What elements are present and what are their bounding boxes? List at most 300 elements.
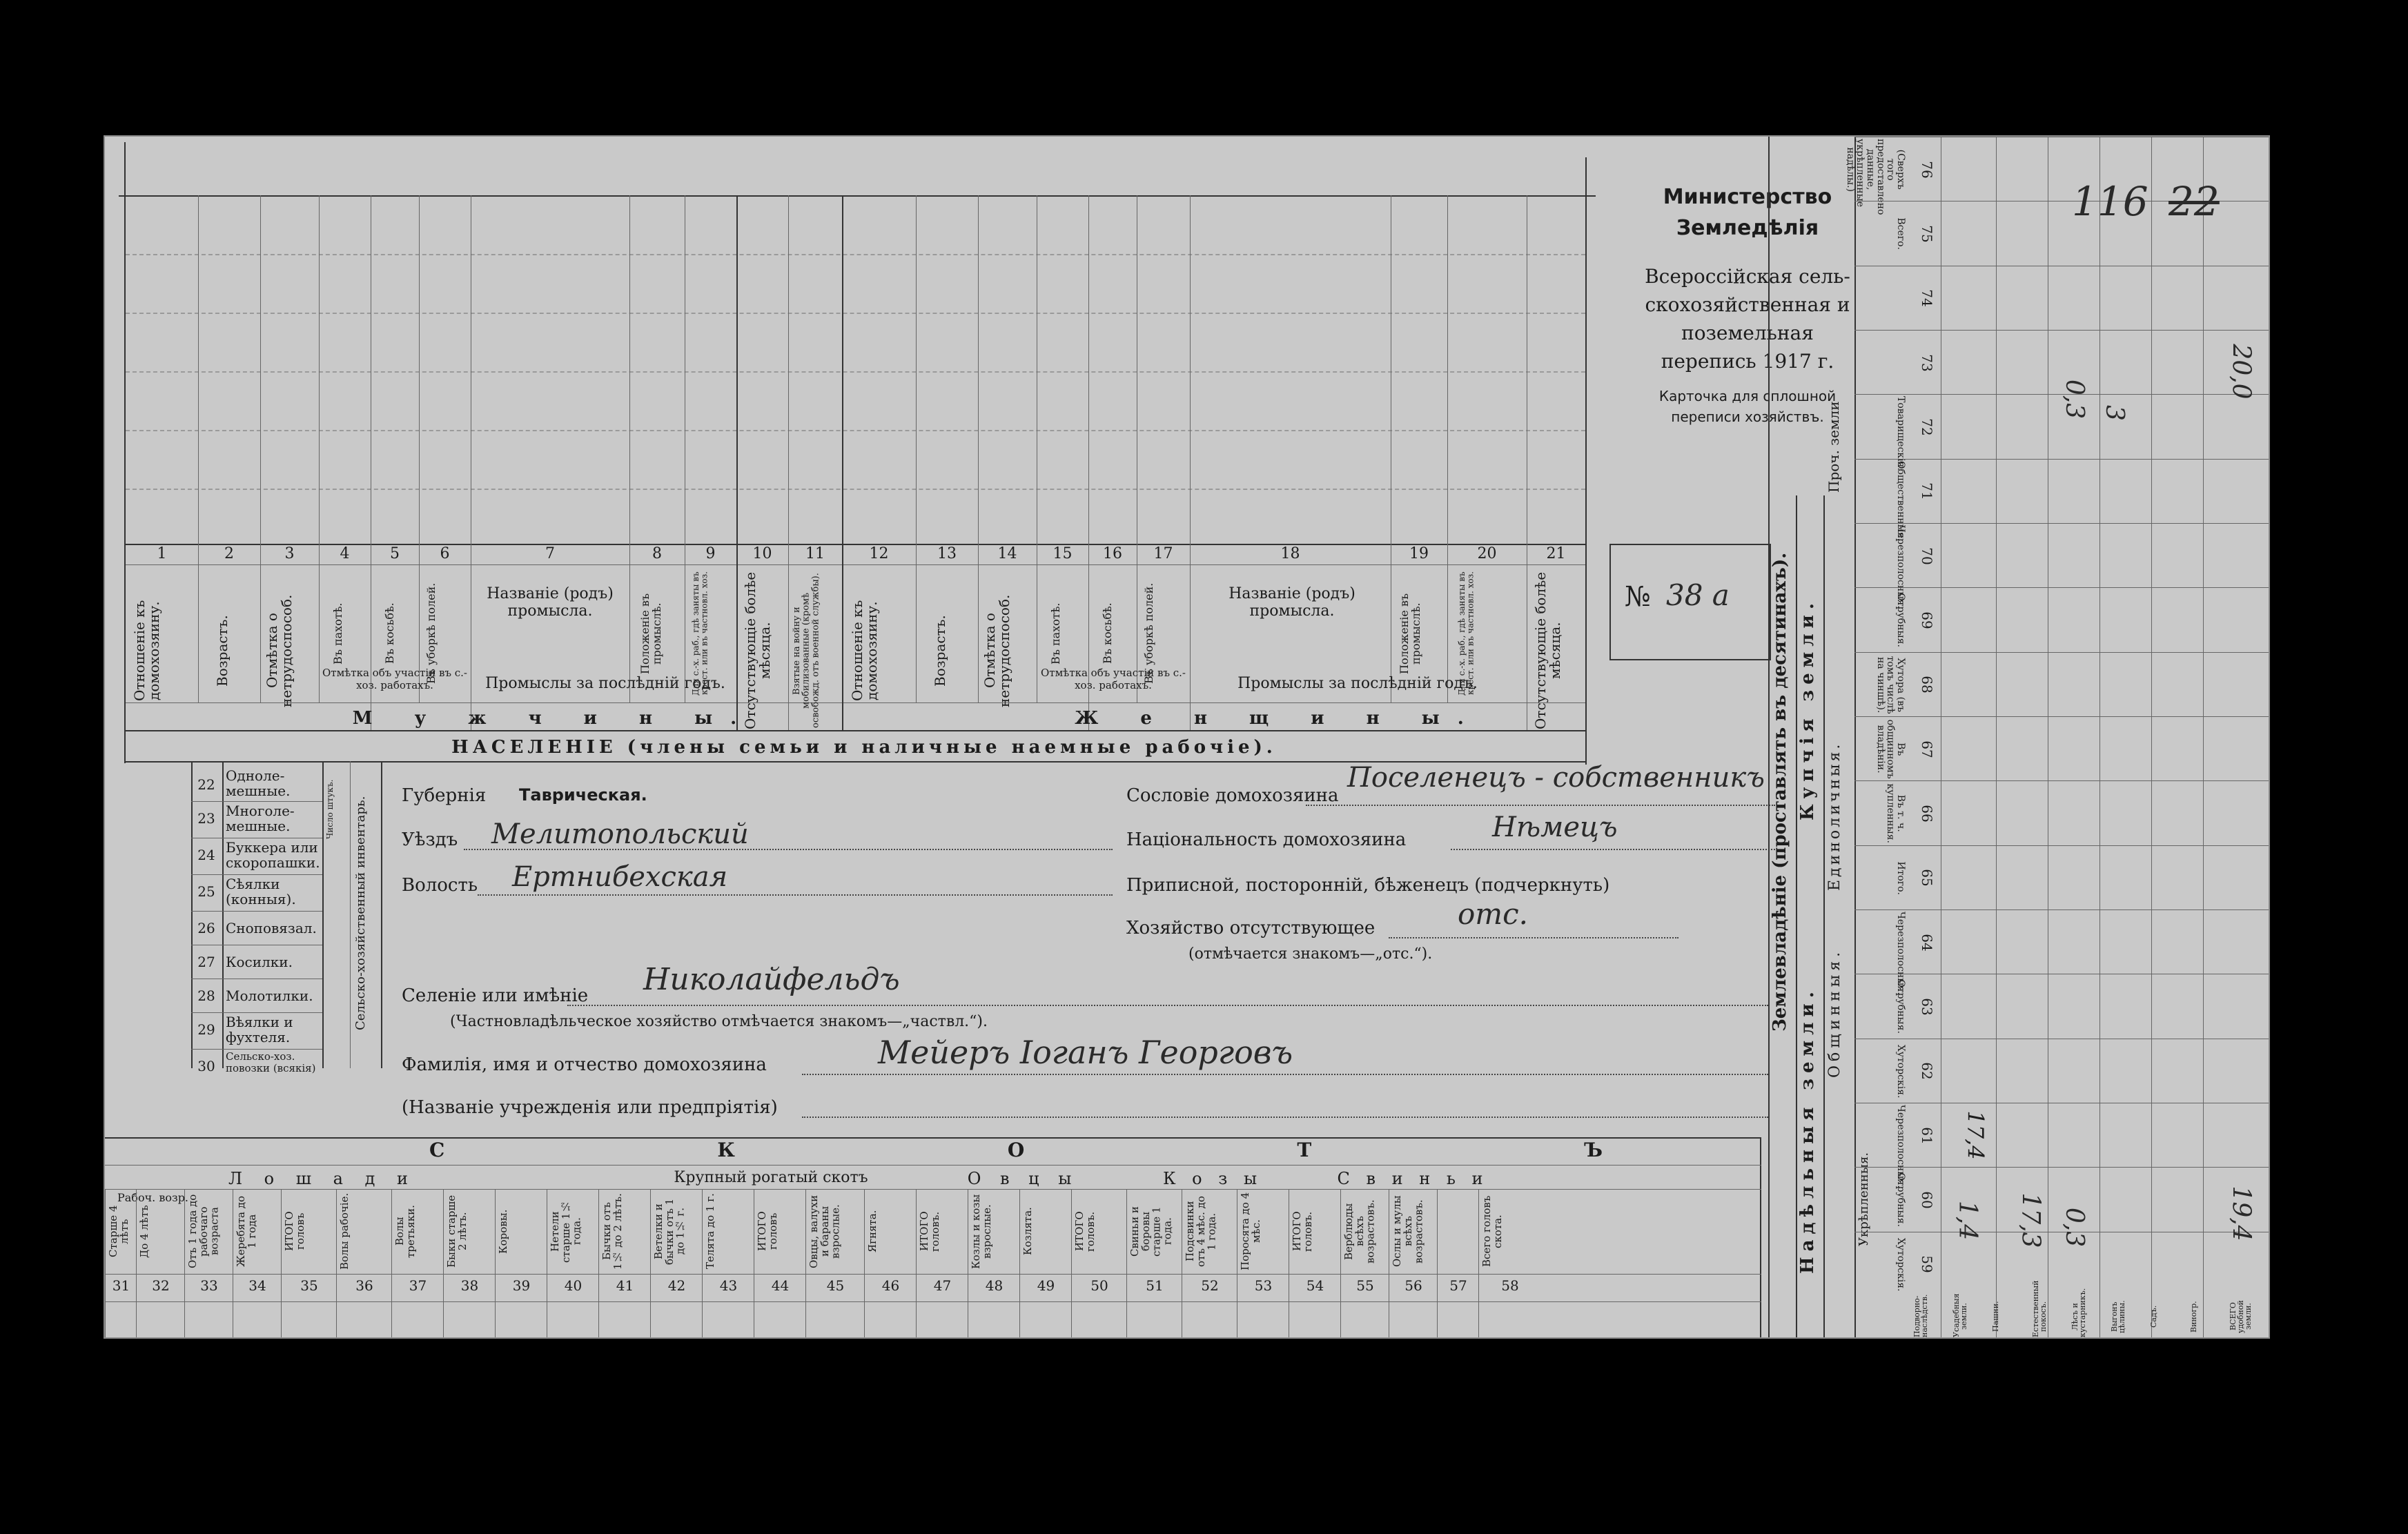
land-row-67 <box>1854 716 2269 781</box>
census-line1: Всероссійская сель- <box>1645 265 1850 288</box>
livestock-col-55 <box>1340 1189 1389 1337</box>
livestock-col-46 <box>864 1189 917 1337</box>
grid-row <box>126 371 1585 373</box>
livestock-col-33 <box>184 1189 233 1337</box>
livestock-col-57 <box>1437 1189 1479 1337</box>
inventory-row-label: Молотилки. <box>226 987 313 1004</box>
page-number: 116 <box>2072 178 2148 225</box>
livestock-col-52 <box>1182 1189 1237 1337</box>
land-bottom-label: Выгонъ цѣлины. <box>2110 1300 2127 1333</box>
land-row-label: Въ общинномъ владѣніи. <box>1874 719 1906 779</box>
land-row-label: (Сверхъ того предоставлено данные, укрѣпленные надѣлы.) <box>1844 139 1906 215</box>
absent-value: отс. <box>1458 897 1528 931</box>
col-rule <box>916 195 917 702</box>
livestock-col-label: Быки старше 2 лѣтъ. <box>445 1194 469 1268</box>
land-row-64 <box>1854 909 2269 995</box>
inventory-row <box>191 802 322 838</box>
land-row-number: 63 <box>1919 998 1935 1016</box>
grid-row <box>126 430 1585 431</box>
participation-caption-w: Отмѣтка объ участіи въ с.-хоз. работахъ. <box>1040 667 1186 691</box>
land-row-label: Въ т. ч. купленныя. <box>1885 783 1906 844</box>
col-number: 20 <box>1477 545 1497 562</box>
col-number: 6 <box>440 545 450 562</box>
land-rule <box>1823 495 1825 1337</box>
land-row-74 <box>1854 266 2269 331</box>
col-title-plowing: Въ пахотѣ. <box>331 602 344 665</box>
land-individual: Единоличныя. <box>1826 741 1843 892</box>
livestock-col-label: Телята до 1 г. <box>704 1193 716 1270</box>
livestock-col-34 <box>233 1189 282 1337</box>
livestock-col-number: 45 <box>826 1277 845 1294</box>
land-row-label: Итого. <box>1895 861 1906 895</box>
col-rule <box>1447 195 1448 702</box>
land-handwritten-row-pashnia: 17,3 <box>2016 1192 2045 1248</box>
col-title-trade-name-w: Названіе (родъ) промысла. <box>1229 585 1355 620</box>
livestock-col-number: 41 <box>616 1277 634 1294</box>
village-note: (Частновладѣльческое хозяйство отмѣчается знакомъ—„частвл.“). <box>450 1013 988 1030</box>
col-title-plowing-w: Въ пахотѣ. <box>1049 602 1062 665</box>
dotted-line <box>1306 805 1775 806</box>
col-number: 18 <box>1280 545 1300 562</box>
livestock-col-number: 35 <box>300 1277 318 1294</box>
col-title-harvest-w: Въ уборкѣ полей. <box>1142 582 1155 685</box>
land-row-number: 74 <box>1919 289 1935 308</box>
crossed-number: 22 <box>2169 178 2220 225</box>
livestock-col-40 <box>547 1189 599 1337</box>
census-line4: перепись 1917 г. <box>1661 350 1834 373</box>
livestock-col-label: ИТОГО головъ <box>283 1211 306 1252</box>
inventory-row-num: 23 <box>197 810 215 827</box>
trades-caption: Промыслы за послѣдній годъ. <box>485 675 725 692</box>
village-value: Николайфельдъ <box>643 962 900 997</box>
land-row-label: Черезполосныя. <box>1895 912 1906 995</box>
col-rule <box>319 195 320 702</box>
livestock-col-number: 53 <box>1254 1277 1273 1294</box>
livestock-col-label: Волы третьяки. <box>393 1205 417 1258</box>
livestock-col-44 <box>754 1189 806 1337</box>
land-bottom-label: ВСЕГО удобной земли. <box>2228 1300 2253 1333</box>
land-row-label: Всего. <box>1895 217 1906 250</box>
livestock-col-label: Нетели старше 1½ года. <box>549 1200 583 1263</box>
livestock-col-label: Козлята. <box>1021 1207 1034 1256</box>
col-number: 12 <box>869 545 889 562</box>
land-other: Проч. земли <box>1825 401 1842 493</box>
livestock-col-label: Козлы и козы взрослые. <box>970 1194 993 1269</box>
group-sheep: О в ц ы <box>967 1169 1079 1188</box>
land-row-69 <box>1854 587 2269 652</box>
land-row-number: 64 <box>1919 933 1935 952</box>
gubernia-value: Таврическая. <box>519 785 647 805</box>
dotted-line <box>478 894 1113 896</box>
livestock-col-label: Ягнята. <box>866 1210 879 1253</box>
population-top-rule <box>119 195 1596 197</box>
col-number: 21 <box>1546 545 1566 562</box>
estate-value: Поселенецъ - собственникъ <box>1347 762 1765 794</box>
col-title-absent: Отсутствующіе болѣе мѣсяца. <box>742 571 773 730</box>
land-rows <box>1844 137 2269 1337</box>
inventory-row <box>191 945 322 979</box>
col-title-trade-note: Для с.-х. раб., гдѣ заняты въ крест. или въ частновл. хоз. <box>691 571 709 696</box>
ministry-line1: Министерство <box>1663 185 1832 209</box>
land-row-number: 73 <box>1919 353 1935 372</box>
livestock-col-label: ИТОГО головъ. <box>918 1211 941 1252</box>
land-row-label: Отрубныя. <box>1895 979 1906 1034</box>
col-rule <box>198 195 199 702</box>
land-row-63 <box>1854 974 2269 1039</box>
inventory-row-label: Сѣялки (конныя). <box>226 876 296 907</box>
livestock-col-39 <box>495 1189 547 1337</box>
land-row-number: 61 <box>1919 1126 1935 1145</box>
livestock-col-label: Коровы. <box>497 1209 509 1254</box>
land-row-number: 62 <box>1919 1062 1935 1081</box>
absent-note: (отмѣчается знакомъ—„отс.“). <box>1188 945 1433 963</box>
gender-row-rule <box>126 730 1585 731</box>
dotted-line <box>802 1117 1768 1118</box>
land-title: Землевладѣніе (проставлять въ десятинахъ). <box>1770 552 1790 1032</box>
col-number: 16 <box>1103 545 1122 562</box>
livestock-col-number: 44 <box>771 1277 790 1294</box>
livestock-col-label: Поросята до 4 мѣс. <box>1239 1192 1262 1271</box>
livestock-col-label: Бычки отъ 1½ до 2 лѣтъ. <box>600 1193 624 1270</box>
livestock-col-number: 38 <box>460 1277 479 1294</box>
uezd-label: Уѣздъ <box>402 829 458 850</box>
land-row-number: 60 <box>1919 1191 1935 1209</box>
livestock-col-48 <box>968 1189 1020 1337</box>
land-bottom-label: Естественный покосъ. <box>2030 1280 2048 1337</box>
livestock-columns <box>105 1165 1761 1337</box>
volost-label: Волость <box>402 875 478 896</box>
land-row-label <box>1875 268 1906 329</box>
land-col-rule <box>1996 137 1997 1337</box>
livestock-col-54 <box>1289 1189 1341 1337</box>
land-row-number: 66 <box>1919 805 1935 823</box>
inventory-row-label: Сельско-хоз. повозки (всякія) <box>226 1050 316 1074</box>
land-row-label: Хутора (въ томъ числѣ на чиншѣ). <box>1874 656 1906 714</box>
dotted-line <box>1389 937 1678 938</box>
land-handwritten-row-total: 20,0 <box>2226 344 2255 400</box>
numbers-row-rule <box>126 564 1585 565</box>
livestock-col-label: Овцы, валухи и бараны взрослые. <box>807 1194 842 1268</box>
inventory-row-label: Косилки. <box>226 954 293 970</box>
group-goats: К о з ы <box>1162 1169 1263 1188</box>
col-title-mowing: Въ косьбѣ. <box>383 602 396 665</box>
land-row-label <box>1875 332 1906 393</box>
livestock-col-number: 54 <box>1306 1277 1324 1294</box>
land-row-68 <box>1854 652 2269 717</box>
inventory-row <box>191 1013 322 1050</box>
land-row-61 <box>1854 1103 2269 1188</box>
livestock-col-number: 51 <box>1146 1277 1164 1294</box>
land-row-number: 75 <box>1919 225 1935 243</box>
col-rule <box>788 195 789 730</box>
census-line3: поземельная <box>1681 322 1814 344</box>
inventory-row-num: 25 <box>197 883 215 900</box>
land-row-number: 71 <box>1919 482 1935 501</box>
livestock-col-35 <box>281 1189 337 1337</box>
col-title-trade-position-w: Положеніе въ промыслѣ. <box>1398 593 1422 674</box>
livestock-col-number: 58 <box>1501 1277 1519 1294</box>
col-number: 8 <box>652 545 662 562</box>
livestock-col-number: 57 <box>1449 1277 1467 1294</box>
livestock-col-50 <box>1071 1189 1127 1337</box>
livestock-title-letter: К <box>717 1139 735 1161</box>
livestock-col-58 <box>1478 1189 1541 1337</box>
dotted-line <box>567 1005 1768 1006</box>
inventory-row <box>191 912 322 945</box>
col-title-harvest: Въ уборкѣ полей. <box>424 582 438 685</box>
inventory-list <box>191 768 322 1083</box>
livestock-title-letter: Ъ <box>1584 1139 1603 1161</box>
land-bottom-label: Подворно-наслѣдств. <box>1912 1294 1929 1337</box>
land-row-label: Черезполосныя. <box>1895 525 1906 609</box>
land-handwritten-row-vygon: 3 <box>2099 405 2128 421</box>
land-row-label: Отрубныя. <box>1895 593 1906 648</box>
land-row-number: 76 <box>1919 160 1935 179</box>
livestock-col-label: Подсвинки отъ 4 мѣс. до 1 года. <box>1184 1196 1218 1267</box>
livestock-col-37 <box>391 1189 444 1337</box>
livestock-col-43 <box>702 1189 754 1337</box>
inventory-row <box>191 838 322 875</box>
livestock-title-letter: С <box>429 1139 445 1161</box>
col-number: 9 <box>705 545 716 562</box>
inventory-row-num: 22 <box>197 776 215 793</box>
census-card <box>104 135 2270 1339</box>
land-purchased: Купчія земли. <box>1797 598 1818 821</box>
card-number-box <box>1609 544 1771 660</box>
livestock-title-letter: О <box>1007 1139 1025 1161</box>
women-label: Ж е н щ и н ы. <box>1075 708 1482 729</box>
livestock-col-32 <box>136 1189 185 1337</box>
gubernia-label: Губернія <box>402 785 487 806</box>
land-bottom-label: Пашни. <box>1991 1301 2001 1333</box>
livestock-title <box>429 1139 1603 1161</box>
livestock-col-number: 43 <box>719 1277 738 1294</box>
livestock-col-label: ИТОГО головъ. <box>1073 1211 1097 1252</box>
livestock-col-label: Всего головъ скота. <box>1480 1195 1504 1268</box>
land-row-value: 17,4 <box>1962 1110 1989 1160</box>
livestock-col-56 <box>1389 1189 1438 1337</box>
col-number: 14 <box>997 545 1017 562</box>
grid-row <box>126 254 1585 255</box>
livestock-col-label: Жеребята до 1 года <box>235 1196 258 1267</box>
land-col-rule <box>2151 137 2152 1337</box>
livestock-col-number: 40 <box>564 1277 583 1294</box>
population-section-title: НАСЕЛЕНІЕ (члены семьи и наличные наемные рабочіе). <box>451 737 1277 758</box>
land-row-number: 67 <box>1919 740 1935 758</box>
livestock-col-42 <box>650 1189 703 1337</box>
col-rule <box>978 195 979 702</box>
col-title-age-w: Возрастъ. <box>932 615 948 687</box>
col-title-trade-name: Названіе (родъ) промысла. <box>487 585 614 620</box>
land-communal: Общинныя. <box>1826 947 1843 1079</box>
col-rule <box>1190 195 1191 730</box>
institution-label: (Названіе учрежденія или предпріятія) <box>402 1097 778 1118</box>
owner-value: Мейеръ Іоганъ Георговъ <box>878 1034 1293 1071</box>
land-row-70 <box>1854 523 2269 609</box>
inventory-title: Сельско-хозяйственный инвентарь. <box>353 796 368 1030</box>
dotted-line <box>802 1074 1768 1075</box>
col-rule <box>260 195 261 702</box>
col-title-trade-position: Положеніе въ промыслѣ. <box>638 593 663 674</box>
col-rule <box>736 195 738 730</box>
owner-label: Фамилія, имя и отчество домохозяина <box>402 1054 767 1075</box>
livestock-col-label: Волы рабочіе. <box>338 1192 351 1270</box>
livestock-col-label: Ветелки и бычки отъ 1 до 1½ г. <box>652 1198 687 1265</box>
card-number-value: 38 а <box>1666 578 1730 612</box>
livestock-col-45 <box>805 1189 865 1337</box>
land-row-number: 59 <box>1919 1255 1935 1274</box>
inventory-row-label: Сноповязал. <box>226 920 317 936</box>
col-title-disability-w: Отмѣтка о нетрудоспособ. <box>981 594 1012 707</box>
livestock-col-number: 37 <box>409 1277 427 1294</box>
inventory-row-num: 26 <box>197 920 215 936</box>
ministry-line2: Земледѣлія <box>1676 216 1819 240</box>
livestock-col-label: Свиньи и боровы старше 1 года. <box>1128 1206 1174 1257</box>
census-line2: скохозяйственная и <box>1645 293 1850 316</box>
inventory-row-label: Одноле-мешные. <box>226 767 291 799</box>
estate-label: Сословіе домохозяина <box>1126 785 1339 806</box>
livestock-col-number: 31 <box>112 1277 130 1294</box>
col-number: 10 <box>752 545 772 562</box>
col-number: 1 <box>157 545 167 562</box>
livestock-col-number: 33 <box>200 1277 218 1294</box>
col-title-trade-note-w: Для с.-х. раб., гдѣ заняты въ крест. или въ частновл. хоз. <box>1457 571 1476 696</box>
livestock-col-label: Старше 4 лѣтъ <box>107 1205 130 1258</box>
land-row-number: 65 <box>1919 869 1935 887</box>
inventory-rule <box>350 761 351 1068</box>
livestock-title-letter: Т <box>1297 1139 1312 1161</box>
inventory-row <box>191 1050 322 1083</box>
livestock-col-51 <box>1126 1189 1182 1337</box>
col-number: 7 <box>545 545 555 562</box>
inventory-row-num: 29 <box>197 1021 215 1038</box>
livestock-col-number: 52 <box>1201 1277 1219 1294</box>
livestock-col-label: Отъ 1 года до рабочаго возраста <box>186 1194 221 1269</box>
inventory-row-num: 27 <box>197 954 215 970</box>
grid-row <box>126 313 1585 314</box>
col-number: 11 <box>805 545 825 562</box>
livestock-col-number: 48 <box>985 1277 1004 1294</box>
absent-label: Хозяйство отсутствующее <box>1126 918 1376 938</box>
land-bottom-label: Садъ. <box>2149 1305 2159 1328</box>
land-col-rule <box>2203 137 2204 1337</box>
col-number: 17 <box>1153 545 1173 562</box>
land-row-66 <box>1854 780 2269 845</box>
land-row-label: Хуторскія. <box>1895 1237 1906 1292</box>
land-handwritten-total-bottom: 19,4 <box>2226 1186 2255 1241</box>
land-row-label: Общественныя. <box>1895 460 1906 541</box>
inventory-row-label: Вѣялки и фухтеля. <box>226 1014 293 1045</box>
col-title-disability: Отмѣтка о нетрудоспособ. <box>264 594 295 707</box>
land-row-65 <box>1854 845 2269 910</box>
men-label: М у ж ч и н ы. <box>352 708 755 729</box>
col-title-relation-w: Отношеніе къ домохозяину. <box>849 600 880 702</box>
volost-value: Ертнибехская <box>512 861 728 893</box>
inventory-row <box>191 979 322 1013</box>
land-strengthened: Укрѣпленныя. <box>1857 1152 1871 1247</box>
inventory-row-num: 24 <box>197 847 215 863</box>
livestock-col-number: 42 <box>667 1277 686 1294</box>
col-rule <box>419 195 420 702</box>
col-rule <box>1088 195 1089 730</box>
livestock-col-label: Ослы и мулы всѣхъ возрастовъ. <box>1391 1195 1425 1268</box>
livestock-col-31 <box>105 1189 137 1337</box>
land-allotment: Надѣльныя земли. <box>1797 986 1818 1275</box>
livestock-col-53 <box>1237 1189 1289 1337</box>
livestock-col-number: 49 <box>1037 1277 1055 1294</box>
horses-work-age: Рабоч. возр. <box>117 1191 189 1204</box>
card-line2: переписи хозяйствъ. <box>1671 409 1824 425</box>
population-left-rule <box>124 142 126 763</box>
land-row-number: 68 <box>1919 676 1935 694</box>
land-handwritten-row-les: 0,3 <box>2060 379 2089 420</box>
inventory-rule <box>322 761 324 1068</box>
registered-label: Приписной, посторонній, бѣженецъ (подчеркнуть) <box>1126 875 1610 896</box>
col-number: 13 <box>937 545 957 562</box>
livestock-col-label: ИТОГО головъ. <box>1291 1211 1314 1252</box>
card-header <box>1596 185 1899 425</box>
nationality-label: Національность домохозяина <box>1126 829 1407 850</box>
col-title-mobilized: Взятые на войну и мобилизованные (кромѣ освобожд. отъ военной службы). <box>792 573 821 729</box>
livestock-col-number: 55 <box>1356 1277 1374 1294</box>
inventory-row <box>191 768 322 802</box>
nationality-value: Нѣмецъ <box>1492 812 1618 843</box>
land-handwritten-row-pokos: 0,3 <box>2060 1207 2089 1248</box>
livestock-col-number: 34 <box>248 1277 266 1294</box>
group-pigs: С в и н ь и <box>1337 1169 1489 1188</box>
col-number: 19 <box>1409 545 1429 562</box>
inventory-row <box>191 875 322 912</box>
livestock-col-number: 32 <box>152 1277 170 1294</box>
land-row-label: Черезполосныя. <box>1895 1105 1906 1188</box>
livestock-col-38 <box>443 1189 496 1337</box>
group-cattle: Крупный рогатый скотъ <box>674 1169 868 1186</box>
land-bottom-label: Виногр. <box>2189 1301 2198 1333</box>
grid-row <box>126 489 1585 490</box>
land-row-number: 72 <box>1919 418 1935 436</box>
livestock-col-label: ИТОГО головъ <box>756 1211 779 1252</box>
livestock-col-number: 46 <box>881 1277 900 1294</box>
land-row-label: Товарищескія. <box>1895 396 1906 471</box>
livestock-col-number: 56 <box>1404 1277 1422 1294</box>
card-line1: Карточка для сплошной <box>1658 388 1837 404</box>
col-number: 4 <box>340 545 350 562</box>
land-row-label: Хуторскія. <box>1895 1044 1906 1099</box>
trades-caption-w: Промыслы за послѣдній годъ. <box>1237 675 1478 692</box>
inventory-rule <box>381 761 382 1068</box>
livestock-col-36 <box>336 1189 392 1337</box>
village-label: Селеніе или имѣніе <box>402 985 589 1006</box>
col-number: 15 <box>1053 545 1073 562</box>
col-rule <box>629 195 630 702</box>
livestock-col-41 <box>598 1189 651 1337</box>
land-row-number: 70 <box>1919 547 1935 565</box>
livestock-col-number: 50 <box>1090 1277 1108 1294</box>
livestock-col-label: Верблюды всѣхъ возрастовъ. <box>1342 1199 1377 1263</box>
inventory-row-num: 28 <box>197 987 215 1004</box>
col-title-absent-w: Отсутствующіе болѣе мѣсяца. <box>1532 571 1563 730</box>
inventory-row-label: Многоле-мешные. <box>226 803 295 834</box>
land-col-rule <box>2099 137 2100 1337</box>
land-bottom-labels <box>1912 1280 2269 1337</box>
land-row-71 <box>1854 459 2269 541</box>
col-number: 3 <box>284 545 295 562</box>
land-handwritten-row-usadba: 1,4 <box>1953 1200 1982 1241</box>
livestock-col-47 <box>916 1189 968 1337</box>
col-number: 2 <box>224 545 234 562</box>
livestock-col-49 <box>1019 1189 1072 1337</box>
livestock-col-label <box>1440 1192 1476 1271</box>
